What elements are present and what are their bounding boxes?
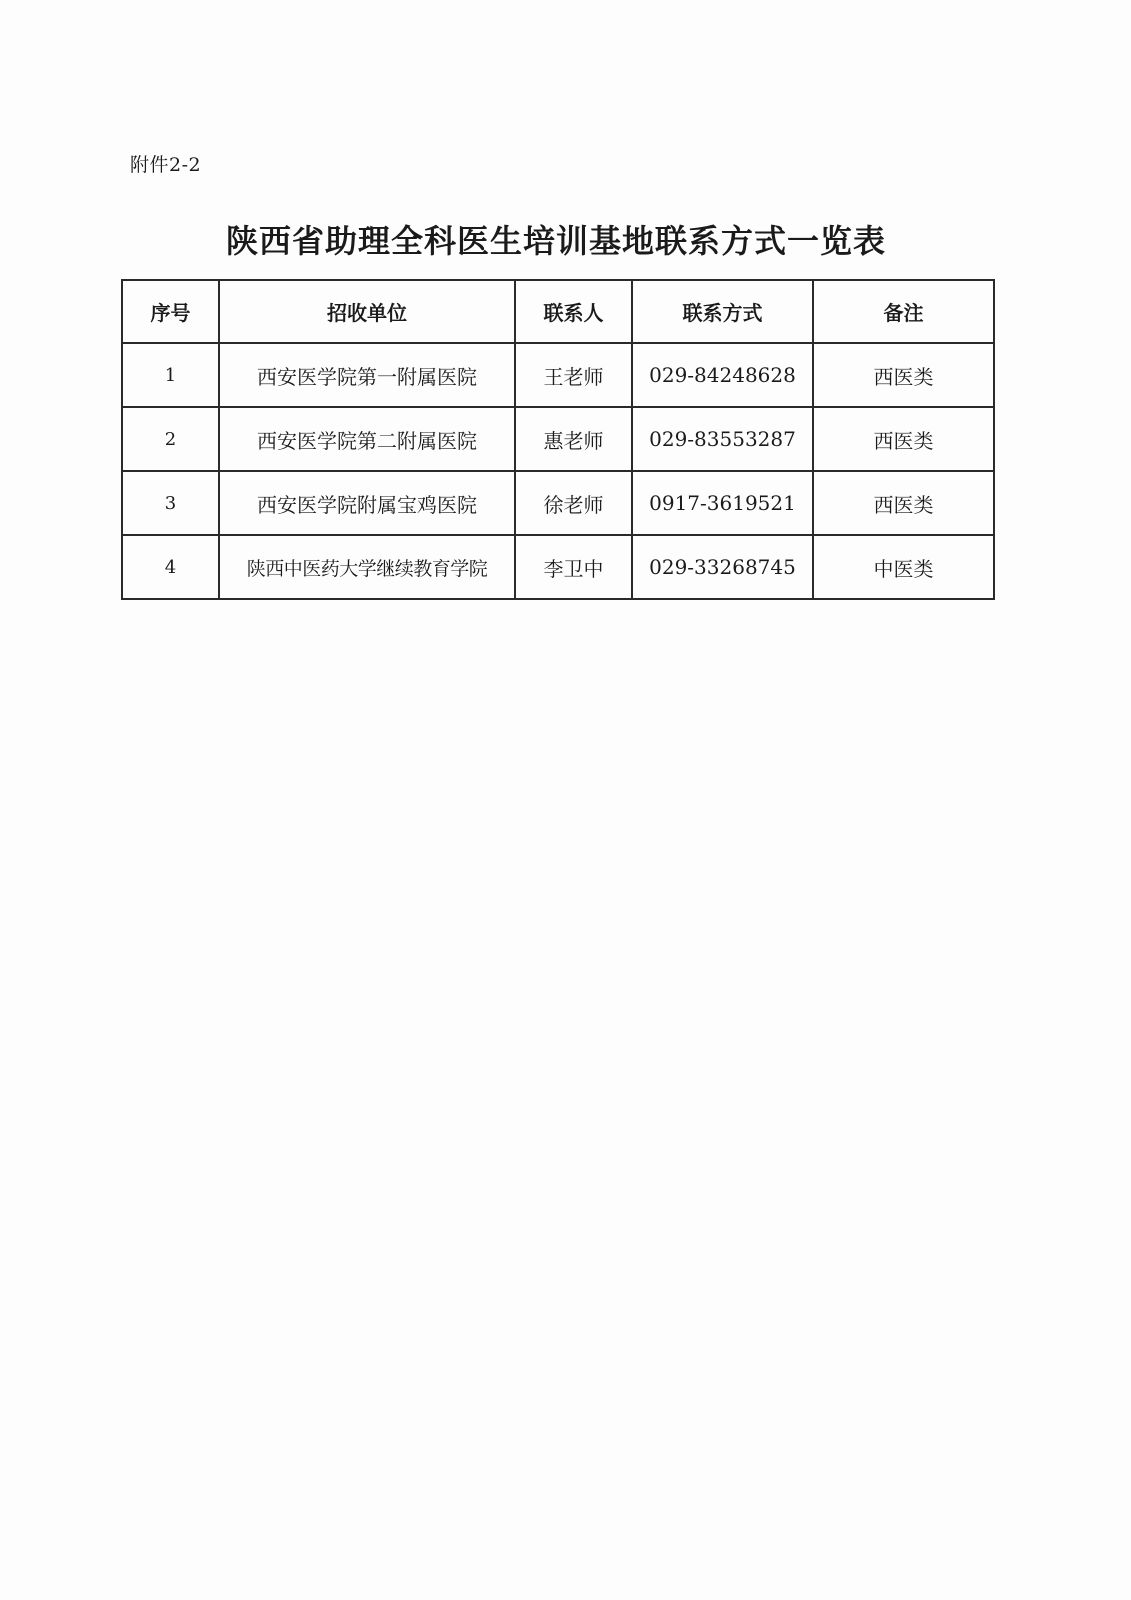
table-row [122,535,994,599]
cell-remark: 中医类 [813,535,994,599]
cell-contact-person: 惠老师 [515,407,632,471]
table-header-row [122,280,994,343]
cell-remark: 西医类 [813,407,994,471]
cell-phone: 029-33268745 [632,535,813,599]
header-contact-person: 联系人 [515,280,632,343]
cell-seq: 3 [122,471,219,535]
cell-unit: 西安医学院第一附属医院 [219,343,515,407]
cell-phone: 029-84248628 [632,343,813,407]
cell-seq: 2 [122,407,219,471]
cell-seq: 1 [122,343,219,407]
cell-contact-person: 李卫中 [515,535,632,599]
cell-remark: 西医类 [813,471,994,535]
cell-seq: 4 [122,535,219,599]
cell-contact-person: 徐老师 [515,471,632,535]
cell-unit: 西安医学院第二附属医院 [219,407,515,471]
cell-phone: 029-83553287 [632,407,813,471]
cell-unit: 西安医学院附属宝鸡医院 [219,471,515,535]
contacts-table [121,279,995,600]
cell-unit: 陕西中医药大学继续教育学院 [219,535,515,599]
header-unit: 招收单位 [219,280,515,343]
table-row [122,343,994,407]
table-row [122,407,994,471]
cell-phone: 0917-3619521 [632,471,813,535]
table-row [122,471,994,535]
cell-remark: 西医类 [813,343,994,407]
cell-contact-person: 王老师 [515,343,632,407]
header-remark: 备注 [813,280,994,343]
document-title: 陕西省助理全科医生培训基地联系方式一览表 [225,222,886,260]
attachment-label: 附件2-2 [130,154,202,176]
header-contact-method: 联系方式 [632,280,813,343]
header-seq: 序号 [122,280,219,343]
